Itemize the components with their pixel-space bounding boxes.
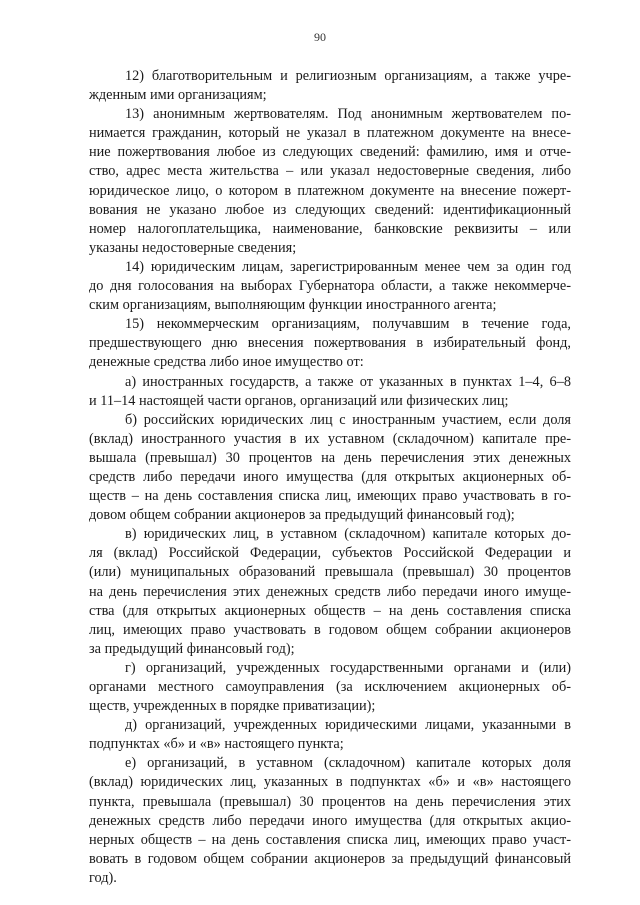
text-line: денежных средств либо передачи иного имущества (для открытых акцио- bbox=[89, 812, 571, 829]
text-line: пункта, превышала (превышал) 30 процентов на день перечисления этих bbox=[89, 793, 571, 810]
text-line: ство, адрес места жительства – или указал недостоверные сведения, либо bbox=[89, 163, 571, 180]
text-line: подпунктах «б» и «в» настоящего пункта; bbox=[89, 736, 344, 753]
paragraph-p12 bbox=[89, 67, 571, 105]
text-line: вовать в годовом общем собрании акционеров за предыдущий финансовый bbox=[89, 850, 571, 867]
paragraph-pd bbox=[89, 716, 571, 754]
text-line: ля (вклад) Российской Федерации, субъектов Российской Федерации и bbox=[89, 545, 571, 562]
paragraph-pg bbox=[89, 659, 571, 716]
document-body bbox=[89, 67, 571, 888]
text-line: 15) некоммерческим организациям, получавшим в течение года, bbox=[125, 316, 571, 333]
text-line: органами местного самоуправления (за исключением акционерных об- bbox=[89, 679, 571, 695]
page-number: 90 bbox=[314, 30, 326, 44]
text-line: (вклад) юридических лиц, указанных в подпунктах «б» и «в» настоящего bbox=[89, 774, 571, 791]
text-line: вышала (превышал) 30 процентов на день перечисления этих денежных bbox=[89, 449, 571, 466]
text-line: средств либо передачи иного имущества (для открытых акционерных об- bbox=[89, 468, 571, 485]
text-line: (или) муниципальных образований превышала (превышал) 30 процентов bbox=[89, 564, 571, 581]
text-line: ским организациям, выполняющим функции иностранного агента; bbox=[89, 297, 497, 314]
paragraph-pe bbox=[89, 754, 571, 888]
text-line: до дня голосования на выборах Губернатора области, а также некоммерче- bbox=[89, 278, 571, 295]
text-line: ществ – на день составления списка лиц, имеющих право участвовать в го- bbox=[89, 488, 571, 505]
text-line: нимается гражданин, который не указал в платежном документе на внесе- bbox=[89, 125, 571, 142]
paragraph-pv bbox=[89, 525, 571, 659]
text-line: за предыдущий финансовый год); bbox=[89, 640, 295, 657]
paragraph-pa bbox=[89, 373, 571, 411]
text-line: вования не указано любое из следующих сведений: идентификационный bbox=[89, 201, 571, 218]
text-line: ства (для открытых акционерных обществ – на день составления списка bbox=[89, 602, 571, 619]
text-line: жденным ими организациям; bbox=[89, 87, 267, 104]
text-line: указаны недостоверные сведения; bbox=[89, 239, 297, 256]
text-line: г) организаций, учрежденных государственными органами и (или) bbox=[125, 659, 571, 676]
text-line: денежные средства либо иное имущество от: bbox=[89, 354, 364, 371]
paragraph-p13 bbox=[89, 105, 571, 258]
text-line: нерных обществ – на день составления списка лиц, имеющих право участ- bbox=[89, 831, 571, 848]
paragraph-pb bbox=[89, 411, 571, 526]
text-line: лиц, имеющих право участвовать в годовом общем собрании акционеров bbox=[89, 621, 571, 638]
text-line: и 11–14 настоящей части органов, организаций или физических лиц; bbox=[89, 392, 509, 409]
text-line: б) российских юридических лиц с иностранным участием, если доля bbox=[125, 411, 571, 428]
text-line: д) организаций, учрежденных юридическими лицами, указанными в bbox=[125, 717, 571, 734]
text-line: год). bbox=[89, 869, 117, 886]
text-line: на день перечисления этих денежных средств либо передачи иного имуще- bbox=[89, 583, 571, 600]
text-line: ществ, учрежденных в порядке приватизации); bbox=[89, 698, 376, 715]
text-line: 12) благотворительным и религиозным организациям, а также учре- bbox=[125, 68, 571, 84]
text-line: предшествующего дню внесения пожертвования в избирательный фонд, bbox=[89, 335, 571, 352]
text-line: 14) юридическим лицам, зарегистрированным менее чем за один год bbox=[125, 258, 571, 275]
text-line: (вклад) иностранного участия в их уставном (складочном) капитале пре- bbox=[89, 430, 571, 447]
text-line: номер налогоплательщика, наименование, банковские реквизиты – или bbox=[89, 220, 571, 237]
paragraph-p15 bbox=[89, 315, 571, 372]
text-line: 13) анонимным жертвователям. Под анонимным жертвователем по- bbox=[125, 106, 571, 123]
text-line: юридическое лицо, о котором в платежном документе на внесение пожерт- bbox=[89, 182, 571, 199]
text-line: в) юридических лиц, в уставном (складочном) капитале которых до- bbox=[125, 526, 571, 543]
text-line: ние пожертвования любое из следующих сведений: фамилию, имя и отче- bbox=[89, 144, 571, 161]
text-line: е) организаций, в уставном (складочном) капитале которых доля bbox=[125, 755, 571, 772]
text-line: а) иностранных государств, а также от указанных в пунктах 1–4, 6–8 bbox=[125, 373, 571, 390]
text-line: довом общем собрании акционеров за предыдущий финансовый год); bbox=[89, 507, 515, 524]
paragraph-p14 bbox=[89, 258, 571, 315]
